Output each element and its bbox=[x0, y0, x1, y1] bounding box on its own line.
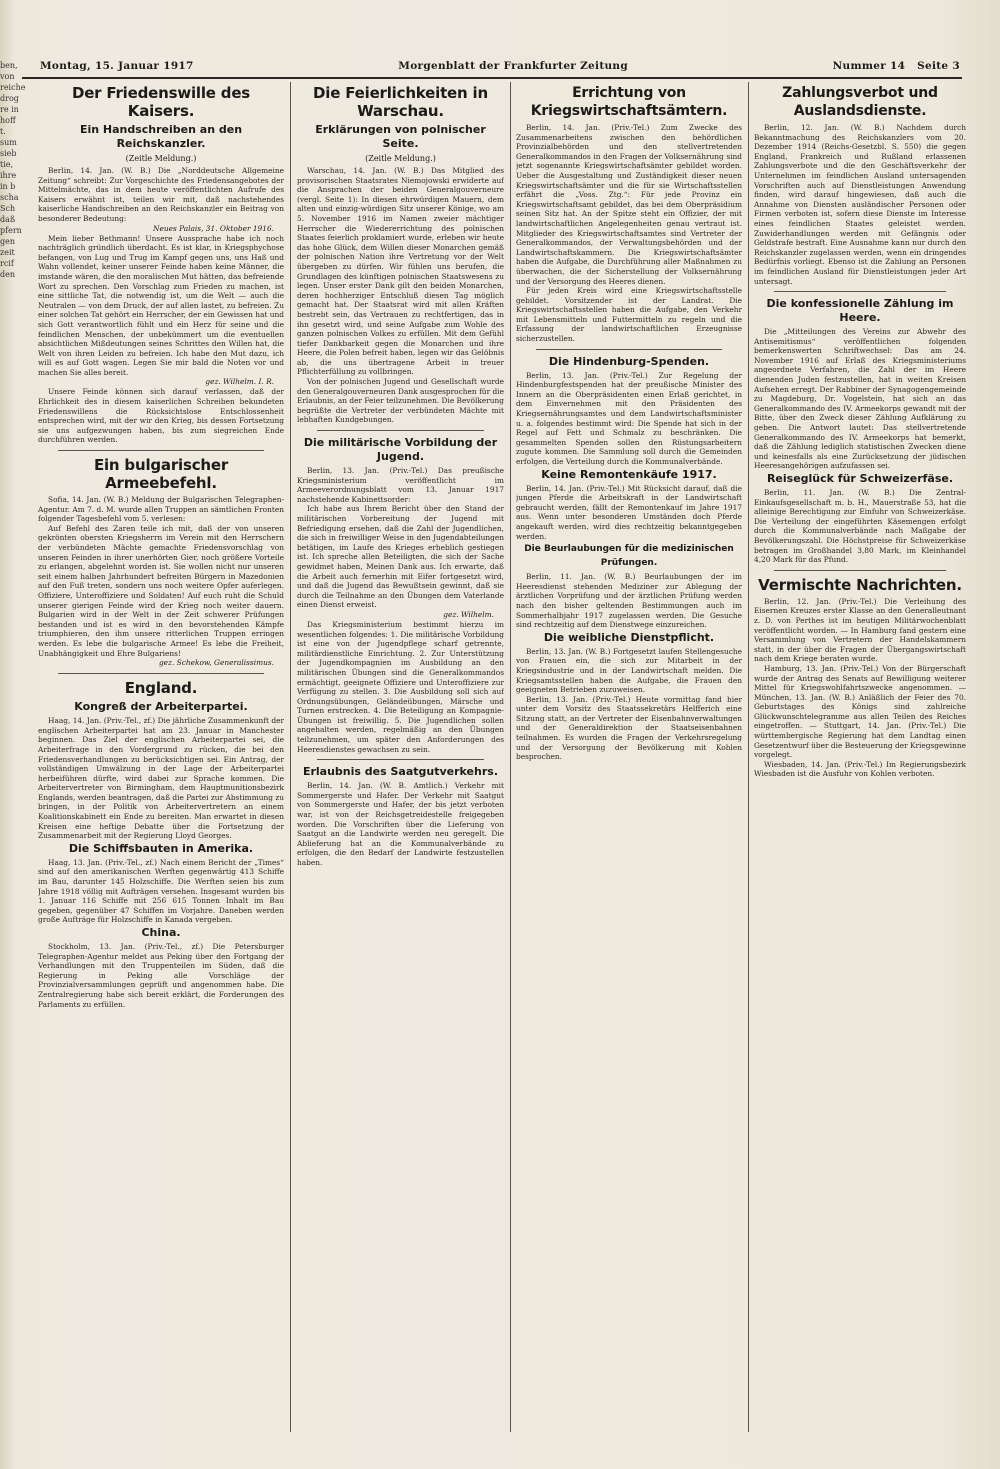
article-headline: England. bbox=[124, 679, 198, 698]
column-rule bbox=[748, 82, 749, 1432]
article-paragraph: Hamburg, 13. Jan. (Priv.-Tel.) Von der Bürgerschaft wurde der Antrag des Senats auf Bewilligung weiterer Mittel für Kriegswohlfahrtszwecke angenommen. — München, 13. Jan. (W. B.) Anläßlich der Feier des 70. Geburtstages des Königs sind zahlreiche Glückwunschtelegramme aus allen Teilen des Reiches eingetroffen. — Stuttgart, 14. Jan. (Priv.-Tel.) Die württembergische Regierung hat dem Landtag einen Gesetzentwurf über die Besteuerung der Kriegsgewinne vorgelegt. bbox=[754, 663, 966, 760]
margin-fragment: drog bbox=[0, 94, 19, 103]
article-subheadline: Ein Handschreiben an den Reichskanzler. bbox=[79, 123, 243, 150]
article-headline: Zahlungsverbot und Auslandsdienste. bbox=[782, 85, 938, 119]
divider bbox=[58, 450, 264, 451]
margin-fragment: reiche bbox=[0, 83, 26, 92]
article-paragraph: Berlin, 12. Jan. (W. B.) Nachdem durch Bekanntmachung des Reichskanzlers vom 20. Dezember 1914 (Reichs-Gesetzbl. S. 550) die gegen England, Frankreich und Rußland erlassenen Zahlungsverbote und die den Geschäftsverkehr der Unternehmen im feindlichen Ausland untersagenden Vorschriften auch auf Dienstleistungen Anwendung finden, wird darauf hingewiesen, daß auch die Annahme von Diensten ausländischer Personen oder Firmen verboten ist, sofern diese Dienste im Interesse eines feindlichen Staates geleistet werden. Zuwiderhandlungen werden mit Gefängnis oder Geldstrafe bestraft. Eine Ausnahme kann nur durch den Reichskanzler zugelassen werden, wenn ein dringendes Bedürfnis vorliegt. Ebenso ist die Zahlung an Personen im feindlichen Ausland für Dienstleistungen jeder Art untersagt. bbox=[754, 123, 966, 286]
article-paragraph: Sofia, 14. Jan. (W. B.) Meldung der Bulgarischen Telegraphen-Agentur. Am 7. d. M. wurde allen Truppen an sämtlichen Fronten folgender Tagesbefehl vom 5. verlesen: bbox=[38, 495, 284, 524]
margin-fragment: re in bbox=[0, 105, 19, 114]
margin-fragment: den bbox=[0, 270, 16, 279]
margin-fragment: tie, bbox=[0, 160, 14, 169]
article-paragraph: Berlin, 11. Jan. (W. B.) Die Zentral-Einkaufsgesellschaft m. b. H., Mauerstraße 53, hat die alleinige Berechtigung zur Einfuhr von Schweizerkäse. Die Verteilung der eingeführten Käsemengen erfolgt durch die Kommunalverbände nach Maßgabe der Bevölkerungszahl. Die Höchstpreise für Schweizerkäse betragen im Großhandel 3,80 Mark, im Kleinhandel 4,20 Mark für das Pfund. bbox=[754, 488, 966, 565]
divider bbox=[317, 430, 484, 431]
article-headline: Die Feierlichkeiten in Warschau. bbox=[313, 84, 488, 120]
margin-fragment: daß bbox=[0, 215, 16, 224]
header-issue: Nummer 14 bbox=[832, 60, 906, 72]
column-1 bbox=[38, 82, 284, 1442]
header-paper-title: Morgenblatt der Frankfurter Zeitung bbox=[398, 60, 628, 72]
margin-fragment: in b bbox=[0, 182, 16, 191]
article-subheadline: Die Schiffsbauten in Amerika. bbox=[68, 841, 254, 855]
margin-fragment: t. bbox=[0, 127, 6, 136]
article-subheadline: Erklärungen von polnischer Seite. bbox=[315, 123, 486, 150]
article-paragraph: Haag, 13. Jan. (Priv.-Tel., zf.) Nach einem Bericht der „Times“ sind auf den amerikanischen Werften gegenwärtig 413 Schiffe im Bau, darunter 145 Holzschiffe. Die Werften seien bis zum Jahre 1918 völlig mit Aufträgen versehen. Insgesamt wurden bis 1. Januar 116 Schiffe mit 256 615 Tonnen Inhalt im Bau gegeben, gegenüber 47 Schiffen im Vorjahre. Daneben werden große Aufträge für Holzschiffe in Kanada vergeben. bbox=[38, 857, 284, 925]
column-2 bbox=[297, 82, 504, 1442]
margin-fragment: pfern bbox=[0, 226, 22, 235]
margin-fragment: scha bbox=[0, 193, 19, 202]
margin-fragment: sum bbox=[0, 138, 17, 147]
article-paragraph: Berlin, 14. Jan. (W. B.) Die „Norddeutsche Allgemeine Zeitung“ schreibt: Zur Vorgeschichte des Friedensangebotes der Mittelmächte, das in dem heute veröffentlichten Aufrufe des Kaisers erwähnt ist, teilen wir mit, daß nachstehendes kaiserliche Handschreiben an den Reichskanzler ein Beitrag von besonderer Bedeutung: bbox=[38, 166, 284, 223]
article-headline: Die weibliche Dienstpflicht. bbox=[543, 630, 715, 644]
signature: gez. Wilhelm. bbox=[443, 609, 494, 619]
article-paragraph: Mein lieber Bethmann! Unsere Aussprache habe ich noch nachträglich gründlich überdacht. Es ist klar, in Kriegsphychose befangen, von Lug und Trug im Kampf gegen uns, uns Haß und Wahn vollendet, keiner unserer Feinde haben keine Männer, die imstande wären, die den moralischen Mut hätten, das befreiende Wort zu sprechen. Den Vorschlag zum Frieden zu machen, ist eine sittliche Tat, die notwendig ist, um die Welt — auch die Neutralen — von dem Druck, der auf allen lastet, zu befreien. Zu einer solchen Tat gehört ein Herrscher, der ein Gewissen hat und sich Gott verantwortlich fühlt und ein Herz für seine und die feindlichen Menschen, der unbekümmert um die eventuellen absichtlichen Mißdeutungen seines Schrittes den Willen hat, die Welt von ihren Leiden zu befreien. Ich habe den Mut dazu, ich will es auf Gott wagen. Legen Sie mir bald die Noten vor und machen Sie alles bereit. bbox=[38, 233, 284, 377]
article-paragraph: Berlin, 11. Jan. (W. B.) Beurlaubungen der im Heeresdienst stehenden Mediziner zur Ablegung der ärztlichen Vorprüfung und der ärztlichen Prüfung werden nach den bisher geltenden Bestimmungen auch im Sommerhalbjahr 1917 zugelassen werden. Die Gesuche sind rechtzeitig auf dem Dienstwege einzureichen. bbox=[516, 572, 742, 630]
article-paragraph: Auf Befehl des Zaren teile ich mit, daß der von unseren gekrönten obersten Kriegsherrn im Verein mit den Herrschern der verbündeten Mächte gemachte Friedensvorschlag von unseren Feinden in ihrer unerhörten Gier, noch größere Vorteile zu erlangen, abgelehnt worden ist. Sie wollen nicht nur unseren seit einem halben Jahrhundert befreiten Bürgern in Mazedonien auf den Fuß treten, sondern uns noch weitere Opfer auferlegen. Offiziere, Unteroffiziere und Soldaten! Auf euch ruht die Schuld unserer gierigen Feinde wird der Krieg noch weiter dauern. Bulgarien wird in der Welt in der Zeit schwerer Prüfungen bestanden und ist es wird in den bevorstehenden Kämpfe triumphieren, den ihm unsere ritterlichen Truppen erringen werden. Es lebe die bulgarische Armee! Es lebe die Freiheit, Unabhängigkeit und Ehre Bulgariens! bbox=[38, 523, 284, 658]
divider bbox=[536, 349, 722, 350]
margin-fragment: von bbox=[0, 72, 15, 81]
article-paragraph: Für jeden Kreis wird eine Kriegswirtschaftsstelle gebildet. Vorsitzender ist der Landrat. Die Kriegswirtschaftsstellen haben die Aufgabe, den Verkehr mit Lebensmitteln und Futtermitteln zu regeln und die Erfassung der landwirtschaftlichen Erzeugnisse sicherzustellen. bbox=[516, 286, 742, 344]
article-headline: Errichtung von Kriegswirtschaftsämtern. bbox=[530, 85, 728, 119]
article-paragraph: Berlin, 12. Jan. (Priv.-Tel.) Die Verleihung des Eisernen Kreuzes erster Klasse an den Generalleutnant z. D. von Perthes ist im heutigen Militärwochenblatt veröffentlicht worden. — In Hamburg fand gestern eine Versammlung von Vertretern der Handelskammern statt, in der über die Fragen der Übergangswirtschaft nach dem Kriege beraten wurde. bbox=[754, 596, 966, 664]
article-headline: Vermischte Nachrichten. bbox=[758, 575, 962, 594]
article-headline: Ein bulgarischer Armeebefehl. bbox=[93, 456, 229, 493]
page-header bbox=[40, 58, 960, 74]
article-paragraph: Unsere Feinde können sich darauf verlassen, daß der Ehrlichkeit des in diesem kaiserlichen Schreiben bekundeten Friedenswillens die Rücksichtslose Entschlossenheit entsprechen wird, mit der wir den Krieg, bis dessen Fortsetzung sie uns aufgezwungen haben, bis zum siegreichen Ende durchführen werden. bbox=[38, 387, 284, 445]
signature: gez. Wilhelm. I. R. bbox=[205, 377, 274, 387]
article-subheadline: Kongreß der Arbeiterpartei. bbox=[74, 700, 248, 714]
article-headline: Der Friedenswille des Kaisers. bbox=[71, 84, 251, 120]
left-margin-strip bbox=[0, 60, 30, 1360]
header-issue-page bbox=[833, 60, 960, 72]
article-note: (Zeitle Meldung.) bbox=[365, 154, 436, 163]
article-paragraph: Berlin, 14. Jan. (W. B. Amtlich.) Verkehr mit Sommergerste und Hafer. Der Verkehr mit Saatgut von Sommergerste und Hafer, der bis jetzt verboten war, ist von der Reichsgetreidestelle freigegeben worden. Die Vorschriften über die Lieferung von Saatgut an die Landwirte werden neu geregelt. Die Ablieferung hat an die Kommunalverbände zu erfolgen, die den Bedarf der Landwirte festzustellen haben. bbox=[297, 781, 504, 867]
article-paragraph: Warschau, 14. Jan. (W. B.) Das Mitglied des provisorischen Staatsrates Niemojowski erwiderte auf die Ansprachen der beiden Generalgouverneure (vergl. Seite 1): In diesen ehrwürdigen Mauern, dem alten und einzig-würdigen Sitz unserer Könige, wo am 5. November 1916 im Namen zweier mächtiger Herrscher die Wiedererrichtung des polnischen Staates feierlich proklamiert wurde, erleben wir heute das hohe Glück, dem Willen dieser Monarchen gemäß der polnischen Nation ihre Vertretung vor der Welt übergeben zu dürfen. Wir fühlen uns berufen, die Grundlagen des künftigen polnischen Staatswesens zu legen. Unser erster Dank gilt den beiden Monarchen, deren hochherziger Entschluß diesen Tag möglich gemacht hat. Der Staatsrat wird mit allen Kräften bestrebt sein, das Vertrauen zu rechtfertigen, das in ihn gesetzt wird, und seine Aufgabe zum Wohle des ganzen polnischen Volkes zu erfüllen. Mit dem Gefühl tiefer Dankbarkeit gegen die Monarchen und ihre Heere, die Polen befreit haben, legen wir das Gelöbnis ab, die uns übertragene Arbeit in treuer Pflichterfüllung zu vollbringen. bbox=[297, 166, 504, 377]
article-paragraph: Stockholm, 13. Jan. (Priv.-Tel., zf.) Die Petersburger Telegraphen-Agentur meldet aus Peking über den Fortgang der Verhandlungen mit den Truppenteilen im Süden, daß die Regierung in Peking alle Vorschläge der Provinzialversammlungen geprüft und angenommen habe. Die Zentralregierung habe sich bereit erklärt, die Forderungen des Parlaments zu erfüllen. bbox=[38, 942, 284, 1009]
divider bbox=[774, 291, 946, 292]
article-headline: Die Beurlaubungen für die medizinischen Prüfungen. bbox=[524, 544, 734, 569]
article-paragraph: Berlin, 13. Jan. (Priv.-Tel.) Zur Regelung der Hindenburgfestspenden hat der preußische Minister des Innern an die Oberpräsidenten einen Erlaß gerichtet, in dem Einvernehmen mit den Präsidenten des Kriegsernährungsamtes und dem Landwirtschaftsminister u. a. folgendes bestimmt wird: Die Spende hat sich in der Regel auf Fett und Schmalz zu beschränken. Die gesammelten Spenden sollen den Rüstungsarbeitern zugute kommen. Die Sammlung soll durch die Gemeinden erfolgen, die Verteilung durch die Kommunalverbände. bbox=[516, 370, 742, 466]
article-paragraph: Berlin, 13. Jan. (W. B.) Fortgesetzt laufen Stellengesuche von Frauen ein, die sich zur Mitarbeit in der Kriegsindustrie und in der Landwirtschaft melden. Die Kriegsamtsstellen haben die Aufgabe, die Frauen den geeigneten Betrieben zuzuweisen. bbox=[516, 646, 742, 695]
margin-fragment: ben, bbox=[0, 61, 18, 70]
margin-fragment: hoff bbox=[0, 116, 16, 125]
divider bbox=[774, 570, 946, 571]
header-date: Montag, 15. Januar 1917 bbox=[40, 60, 194, 72]
margin-fragment: sieb bbox=[0, 149, 17, 158]
article-paragraph: Das Kriegsministerium bestimmt hierzu im wesentlichen folgendes: 1. Die militärische Vorbildung ist eine von der Jugendpflege scharf getrennte, militärdienstliche Einrichtung. 2. Zur Unterstützung der Jugendkompagnien im Ausbildung an den militärischen Übungen sind die Generalkommandos ermächtigt, geeignete Offiziere und Unteroffiziere zur Verfügung zu stellen. 3. Die Ausbildung soll sich auf Ordnungsübungen, Geländeübungen, Märsche und Turnen erstrecken. 4. Die Beteiligung an Kompagnie-Übungen ist freiwillig. 5. Die Jugendlichen sollen angehalten werden, regelmäßig an den Übungen teilzunehmen, um später den Anforderungen des Heeresdienstes gewachsen zu sein. bbox=[297, 619, 504, 754]
article-paragraph: Haag, 14. Jan. (Priv.-Tel., zf.) Die jährliche Zusammenkunft der englischen Arbeiterpartei hat am 23. Januar in Manchester beginnen. Das Ziel der englischen Arbeiterpartei sei, die Arbeiterfrage in den Vordergrund zu rücken, die bei den Friedensverhandlungen zu berücksichtigen sei. Ein Antrag, der vollständigen Umwälzung in der Lage der Arbeiterpartei herbeiführen dürfte, wird dabei zur Sprache kommen. Die Arbeitervertreter von Birmingham, dem Hauptmunitionsbezirk Englands, werden beantragen, daß die Partei zur Abstimmung zu bringen, in der Politik von Arbeitervertretern an einem Koalitionskabinett ein Ende zu bereiten. Man erwartet in diesen Kreisen eine heftige Debatte über die Fortsetzung der Zusammenarbeit mit der Regierung Lloyd Georges. bbox=[38, 716, 284, 841]
article-paragraph: Berlin, 14. Jan. (Priv.-Tel.) Zum Zwecke des Zusammenarbeitens zwischen den behördlichen Provinzialbehörden und den stellvertretenden Generalkommandos in den Fragen der Volksernährung sind jetzt sogenannte Kriegswirtschaftsämter gebildet worden. Ueber die Ausgestaltung und Zuständigkeit dieser neuen Kriegswirtschaftsämter und die für sie Wirtschaftsstellen erfährt die „Voss. Ztg.“: Für jede Provinz ein Kriegswirtschaftsamt gebildet, das bei dem Oberpräsidium seinen Sitz hat. An der Spitze steht ein Offizier, der mit landwirtschaftlichen Angelegenheiten genau vertraut ist. Mitglieder des Kriegswirtschaftsamtes sind Vertreter der Generalkommandos, der Verwaltungsbehörden und der Landwirtschaftskammern. Die Kriegswirtschaftsämter haben die Aufgabe, die Durchführung aller Maßnahmen zu überwachen, die der Sicherstellung der Volksernährung und der Versorgung des Heeres dienen. bbox=[516, 123, 742, 286]
article-headline: Die militärische Vorbildung der Jugend. bbox=[303, 436, 498, 464]
article-headline: Erlaubnis des Saatgutverkehrs. bbox=[302, 765, 499, 779]
article-paragraph: Wiesbaden, 14. Jan. (Priv.-Tel.) Im Regierungsbezirk Wiesbaden ist die Ausfuhr von Kohlen verboten. bbox=[754, 759, 966, 779]
margin-fragment: zeit bbox=[0, 248, 15, 257]
header-rule bbox=[22, 77, 962, 79]
column-rule bbox=[510, 82, 511, 1432]
divider bbox=[58, 673, 264, 674]
header-page: Seite 3 bbox=[917, 60, 960, 72]
margin-fragment: gen bbox=[0, 237, 16, 246]
margin-fragment: rcif bbox=[0, 259, 14, 268]
article-paragraph: Berlin, 13. Jan. (Priv.-Tel.) Das preußische Kriegsministerium veröffentlicht im Armeeverordnungsblatt vom 13. Januar 1917 nachstehende Kabinettsorder: bbox=[297, 466, 504, 504]
column-rule bbox=[290, 82, 291, 1432]
divider bbox=[317, 759, 484, 760]
article-paragraph: Ich habe aus Ihrem Bericht über den Stand der militärischen Vorbereitung der Jugend mit Befriedigung ersehen, daß die Zahl der Jugendlichen, die sich in freiwilliger Weise in den Jugendabteilungen betätigen, im Laufe des Krieges erheblich gestiegen ist. Ich spreche allen Beteiligten, die sich der Sache gewidmet haben, Meinen Dank aus. Ich erwarte, daß die Arbeit auch fernerhin mit Eifer fortgesetzt wird, und daß die Jugend das Bewußtsein gewinnt, daß sie durch die Teilnahme an den Übungen dem Vaterlande einen Dienst erweist. bbox=[297, 504, 504, 610]
column-3 bbox=[516, 82, 742, 1442]
article-paragraph: Die „Mitteilungen des Vereins zur Abwehr des Antisemitismus“ veröffentlichen folgenden bemerkenswerten Schriftwechsel: Das am 24. November 1916 auf Erlaß des Kriegsministeriums angeordnete Verfahren, die Zahl der im Heere dienenden Juden festzustellen, hat in weiten Kreisen Aufsehen erregt. Der Rabbiner der Synagogengemeinde zu Magdeburg, Dr. Vogelstein, hat sich an das Generalkommando des IV. Armeekorps gewandt mit der Bitte, über den Zweck dieser Zählung Aufklärung zu geben. Die Antwort lautet: Das stellvertretende Generalkommando des IV. Armeekorps hat bemerkt, daß die Zählung lediglich statistischen Zwecken diene und keinesfalls als eine Zurücksetzung der jüdischen Heeresangehörigen aufzufassen sei. bbox=[754, 327, 966, 471]
article-paragraph: Berlin, 13. Jan. (Priv.-Tel.) Heute vormittag fand hier unter dem Vorsitz des Staatssekretärs Helfferich eine Sitzung statt, an der Vertreter der Eisenbahnverwaltungen und der Generaldirektion der Staatseisenbahnen teilnahmen. Es wurden die Fragen der Verkehrsregelung und der Versorgung der Bevölkerung mit Kohlen besprochen. bbox=[516, 694, 742, 762]
margin-fragment: ihre bbox=[0, 171, 17, 180]
article-headline: Die konfessionelle Zählung im Heere. bbox=[766, 297, 954, 325]
article-subheadline: China. bbox=[141, 926, 181, 939]
article-headline: Reiseglück für Schweizerfäse. bbox=[766, 472, 954, 485]
article-paragraph: Von der polnischen Jugend und Gesellschaft wurde den Generalgouverneuren Dank ausgesprochen für die Erlaubnis, an der Feier teilzunehmen. Die Bevölkerung begrüßte die Vertreter der verbündeten Mächte mit lebhaften Kundgebungen. bbox=[297, 377, 504, 425]
margin-fragment: Sch bbox=[0, 204, 16, 213]
article-note: (Zeitle Meldung.) bbox=[125, 154, 197, 163]
article-headline: Keine Remontenkäufe 1917. bbox=[541, 467, 717, 481]
column-4 bbox=[754, 82, 966, 1442]
letter-dateline: Neues Palais, 31. Oktober 1916. bbox=[153, 223, 274, 233]
article-headline: Die Hindenburg-Spenden. bbox=[548, 354, 710, 368]
signature: gez. Schekow, Generalissimus. bbox=[158, 658, 274, 668]
article-paragraph: Berlin, 14. Jan. (Priv.-Tel.) Mit Rücksicht darauf, daß die jungen Pferde die Arbeitskraft in der Landwirtschaft gebraucht werden, fällt der Remontenkauf im Jahre 1917 aus. Wenn unter besonderen Umständen doch Pferde angekauft werden, wird dies rechtzeitig bekanntgegeben werden. bbox=[516, 483, 742, 541]
